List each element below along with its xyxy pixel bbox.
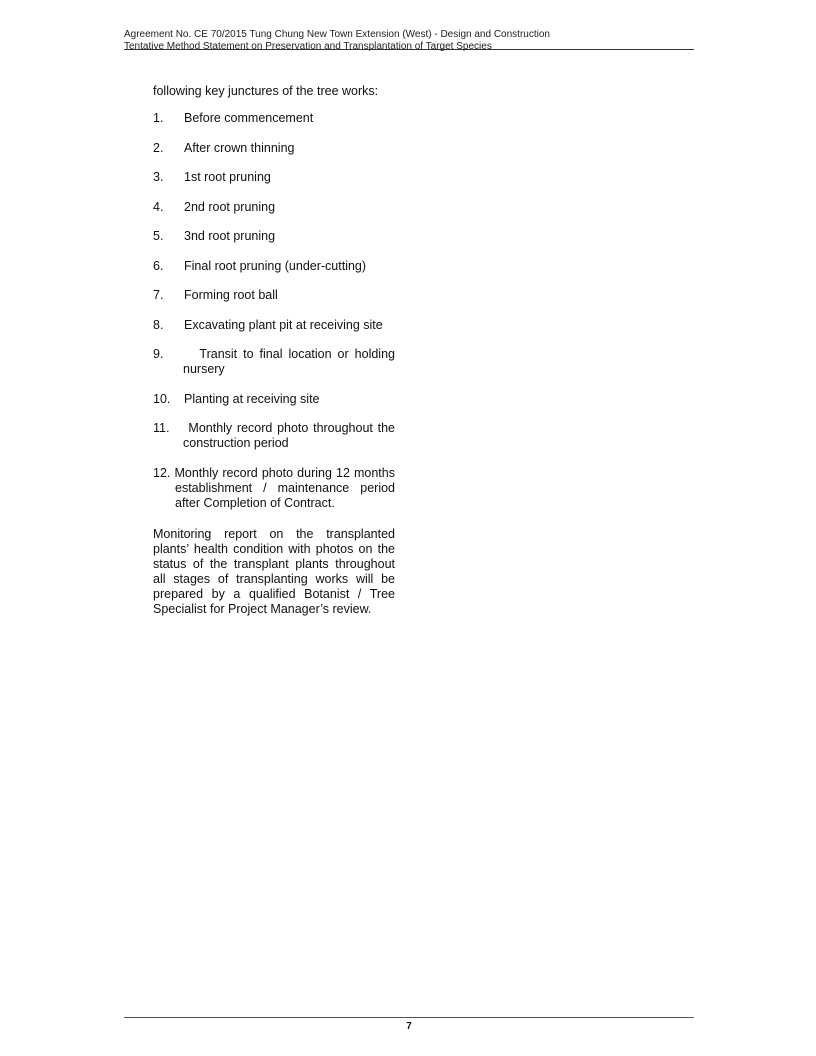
list-item <box>153 259 395 274</box>
list-item-number: 10. <box>153 391 171 406</box>
list-item-number: 6. <box>153 258 164 273</box>
list-item-text: Before commencement <box>184 111 314 125</box>
list-item-number: 7. <box>153 288 164 302</box>
list-item <box>153 111 395 126</box>
list-item <box>153 288 395 303</box>
list-item-number: 9. <box>153 347 164 361</box>
list-item <box>153 229 395 244</box>
list-item-number: 1. <box>153 111 164 125</box>
list-item <box>153 141 395 156</box>
list-item-text: Forming root ball <box>184 288 278 302</box>
document-body <box>153 84 395 629</box>
list-item-number: 8. <box>153 317 164 332</box>
list-item <box>153 466 395 511</box>
list-item <box>153 200 395 215</box>
tree-works-steps-list <box>153 111 395 511</box>
intro-text: following key junctures of the tree works: <box>153 84 379 98</box>
header-divider <box>124 49 694 50</box>
list-item-text: After crown thinning <box>184 140 295 155</box>
page-number: 7 <box>406 1021 412 1032</box>
list-item <box>153 347 395 377</box>
list-item-text: 2nd root pruning <box>184 199 276 214</box>
list-item-text: Planting at receiving site <box>184 391 320 406</box>
list-item-number: 5. <box>153 229 164 243</box>
list-item-number: 3. <box>153 170 164 184</box>
list-item-number: 12. <box>153 465 171 480</box>
list-item <box>153 421 395 451</box>
list-item-text: Monthly record photo during 12 months establishment / maintenance period after Completion of Contract. <box>174 465 395 510</box>
list-item <box>153 318 395 333</box>
list-item <box>153 392 395 407</box>
monitoring-report-paragraph: Monitoring report on the transplanted plants’ health condition with photos on the status of the transplant plants throughout all stages of transplanting works will be prepared by a qualified Botanist / Tree Specialist for Project Manager’s review. <box>153 526 395 616</box>
list-item-text: 3nd root pruning <box>184 229 276 243</box>
list-item-number: 11. <box>153 421 170 435</box>
footer-divider <box>124 1017 694 1018</box>
list-item-text: Final root pruning (under-cutting) <box>184 258 367 273</box>
header-agreement-line: Agreement No. CE 70/2015 Tung Chung New Town Extension (West) - Design and Construction <box>124 29 550 40</box>
list-item-text: Transit to final location or holding nursery <box>183 347 395 376</box>
list-item <box>153 170 395 185</box>
header-title-line: Tentative Method Statement on Preservation and Transplantation of Target Species <box>124 41 492 52</box>
list-item-number: 2. <box>153 140 164 155</box>
list-item-text: 1st root pruning <box>184 170 271 184</box>
list-item-number: 4. <box>153 199 164 214</box>
list-item-text: Monthly record photo throughout the construction period <box>183 421 395 450</box>
list-item-text: Excavating plant pit at receiving site <box>184 317 383 332</box>
